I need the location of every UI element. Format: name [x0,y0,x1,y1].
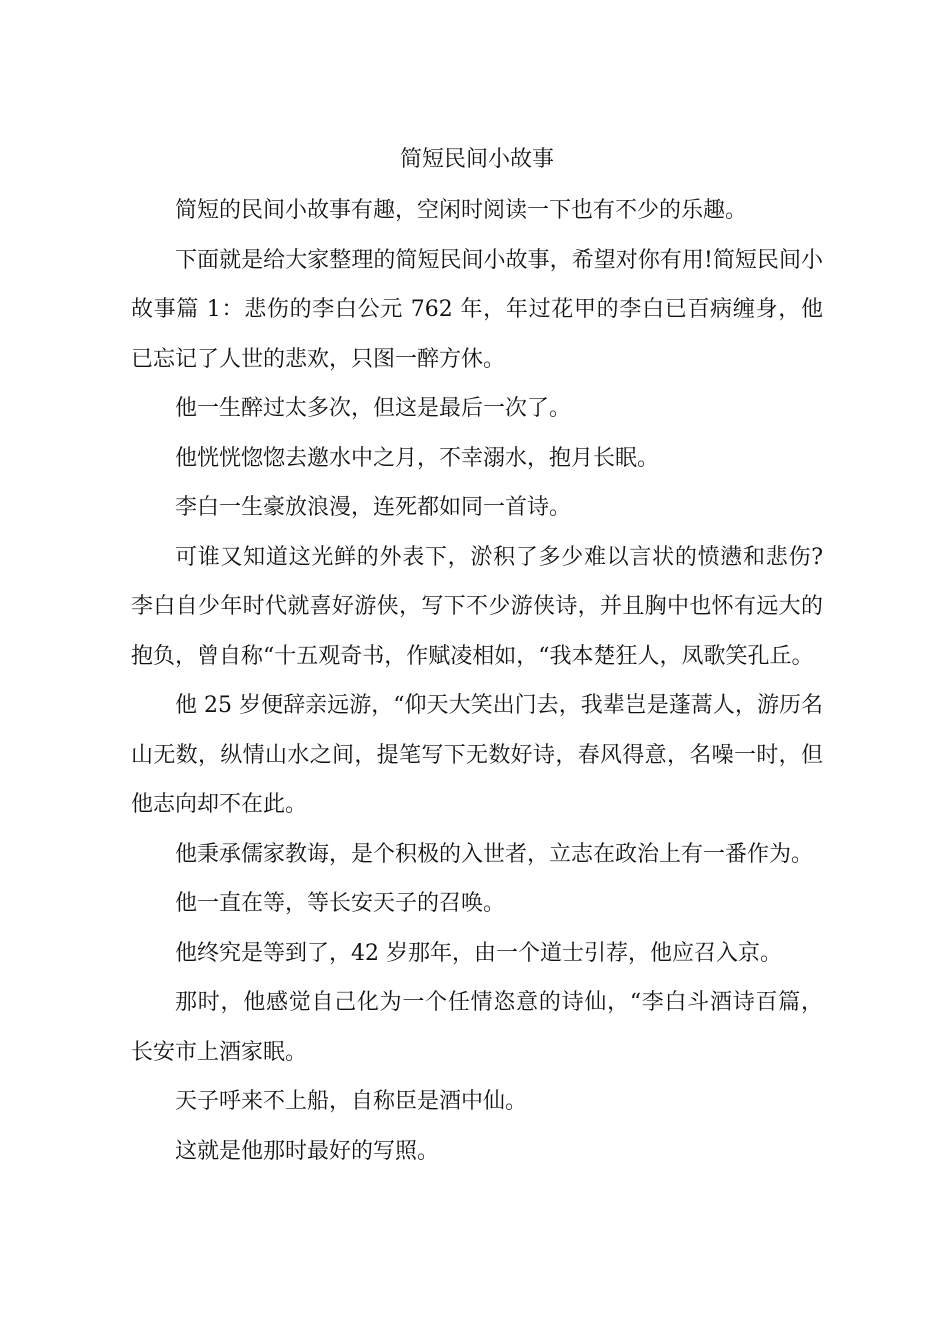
paragraph: 他秉承儒家教诲，是个积极的入世者，立志在政治上有一番作为。 [175,841,814,867]
paragraph: 李白一生豪放浪漫，连死都如同一首诗。 [175,495,572,520]
paragraph: 天子呼来不上船，自称臣是酒中仙。 [175,1089,528,1114]
paragraph: 他一直在等，等长安天子的召唤。 [175,891,506,916]
paragraph: 简短的民间小故事有趣，空闲时阅读一下也有不少的乐趣。 [175,198,748,223]
paragraph: 他一生醉过太多次，但这是最后一次了。 [175,396,572,421]
paragraph: 他 25 岁便辞亲远游，“仰天大笑出门去，我辈岂是蓬蒿人，游历名山无数，纵情山水之间，提笔写下无数好诗，春风得意，名噪一时，但他志向却不在此。 [131,693,823,817]
document-body [131,138,823,1176]
paragraph: 那时，他感觉自己化为一个任情恣意的诗仙，“李白斗酒诗百篇，长安市上酒家眠。 [131,990,823,1065]
paragraph: 下面就是给大家整理的简短民间小故事，希望对你有用!简短民间小故事篇 1：悲伤的李白公元 762 年，年过花甲的李白已百病缠身，他已忘记了人世的悲欢，只图一醉方休。 [131,247,823,372]
document-title: 简短民间小故事 [399,147,554,172]
paragraph: 这就是他那时最好的写照。 [175,1138,440,1164]
paragraph: 可谁又知道这光鲜的外表下，淤积了多少难以言状的愤懑和悲伤?李白自少年时代就喜好游侠，写下不少游侠诗，并且胸中也怀有远大的抱负，曾自称“十五观奇书，作赋凌相如，“我本楚狂人，凤歌笑孔丘。 [131,544,823,669]
paragraph: 他终究是等到了，42 岁那年，由一个道士引荐，他应召入京。 [175,940,782,966]
paragraph: 他恍恍惚惚去邀水中之月，不幸溺水，抱月长眠。 [175,445,660,471]
